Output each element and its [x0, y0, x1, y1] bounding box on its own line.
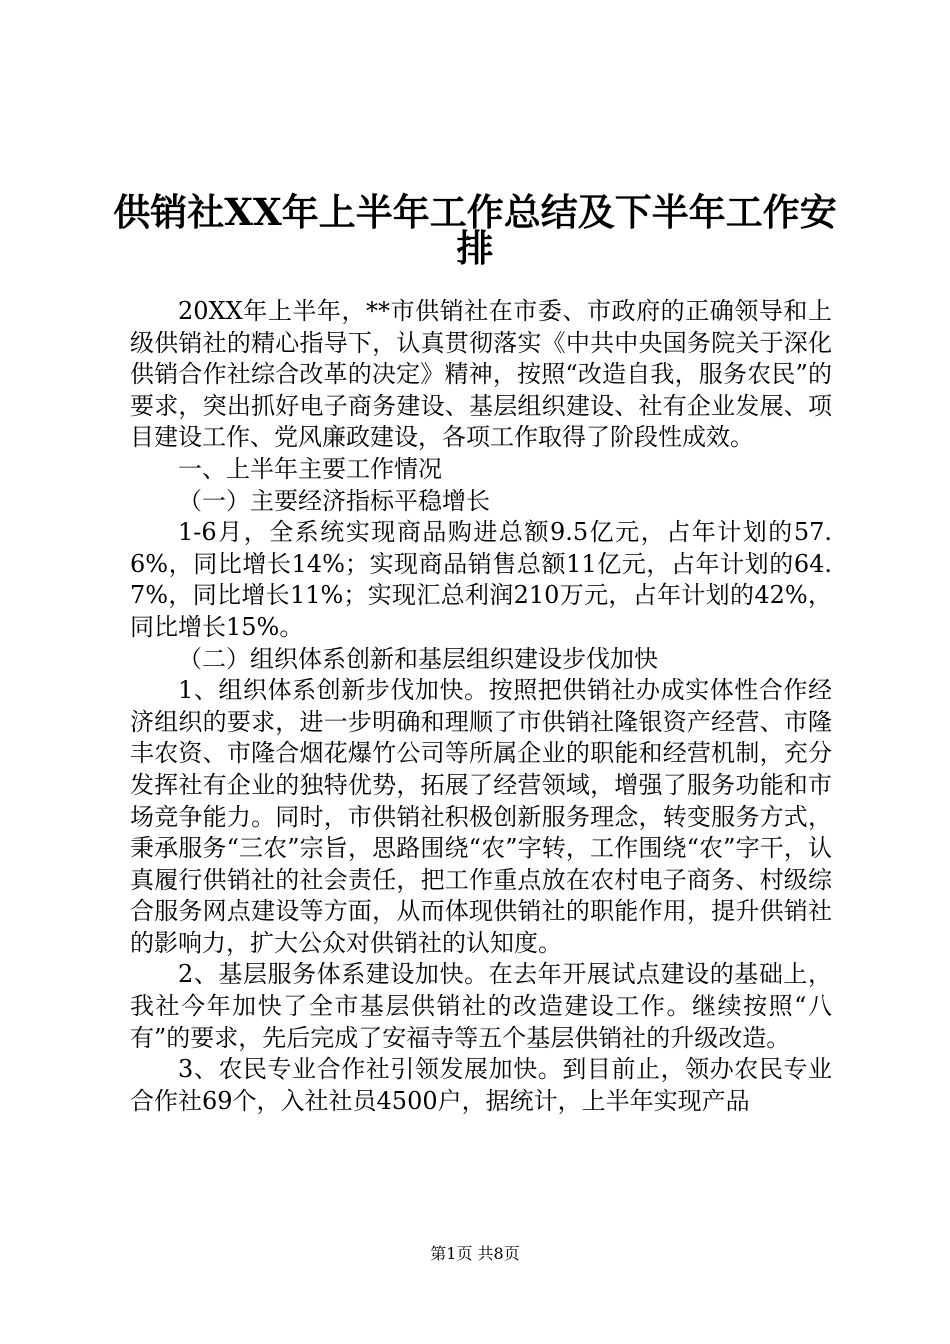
item-1-paragraph: 1、组织体系创新步伐加快。按照把供销社办成实体性合作经济组织的要求，进一步明确和理顺了市供销社隆银资产经营、市隆丰农资、市隆合烟花爆竹公司等所属企业的职能和经营机制，充分发挥社有企业的独特优势，拓展了经营领域，增强了服务功能和市场竞争能力。同时，市供销社积极创新服务理念，转变服务方式，秉承服务“三农”宗旨，思路围绕“农”字转，工作围绕“农”字干，认真履行供销社的社会责任，把工作重点放在农村电子商务、村级综合服务网点建设等方面，从而体现供销社的职能作用，提升供销社的影响力，扩大公众对供销社的认知度。: [130, 676, 832, 957]
item-3-paragraph: 3、农民专业合作社引领发展加快。到目前止，领办农民专业合作社69个，入社社员4500户，据统计，上半年实现产品: [130, 1055, 832, 1115]
subsection-heading-2: （二）组织体系创新和基层组织建设步伐加快: [178, 644, 658, 673]
section-heading-1: 一、上半年主要工作情况: [178, 454, 442, 483]
document-title-line2: 排: [456, 226, 494, 270]
document-title-line1: 供销社XX年上半年工作总结及下半年工作安: [113, 190, 837, 234]
economic-indicators-paragraph: 1-6月，全系统实现商品购进总额9.5亿元，占年计划的57.6%，同比增长14%；实现商品销售总额11亿元，占年计划的64.7%，同比增长11%；实现汇总利润210万元，占年计划的42%，同比增长15%。: [130, 518, 832, 641]
intro-paragraph: 20XX年上半年，**市供销社在市委、市政府的正确领导和上级供销社的精心指导下，认真贯彻落实《中共中央国务院关于深化供销合作社综合改革的决定》精神，按照“改造自我，服务农民”的要求，突出抓好电子商务建设、基层组织建设、社有企业发展、项目建设工作、党风廉政建设，各项工作取得了阶段性成效。: [130, 297, 832, 452]
document-body: [130, 296, 832, 1117]
subsection-heading-1: （一）主要经济指标平稳增长: [178, 486, 490, 515]
page-footer: 第1页 共8页: [430, 1244, 520, 1263]
item-2-paragraph: 2、基层服务体系建设加快。在去年开展试点建设的基础上，我社今年加快了全市基层供销社的改造建设工作。继续按照“八有”的要求，先后完成了安福寺等五个基层供销社的升级改造。: [130, 960, 832, 1052]
